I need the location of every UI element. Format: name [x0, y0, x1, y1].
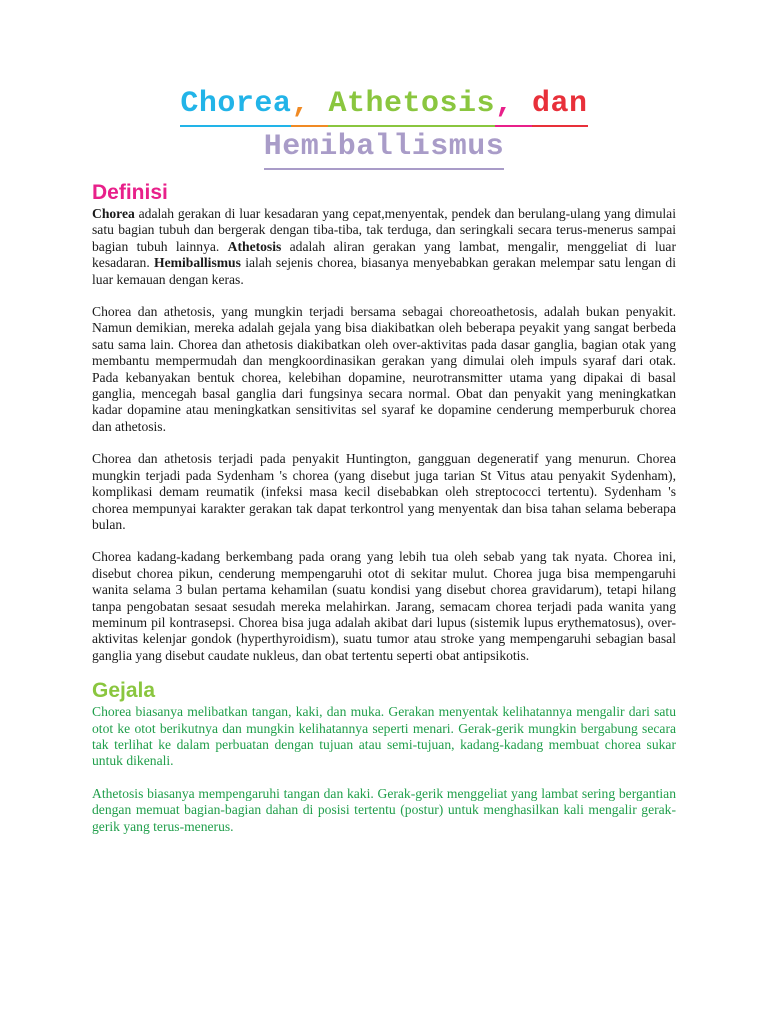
- definisi-paragraph-1: [92, 206, 676, 288]
- definisi-p1-text-3: ialah sejenis chorea, biasanya menyebabkan gerakan melempar satu lengan di luar kemauan dengan keras.: [92, 255, 677, 287]
- document-page: [92, 84, 676, 835]
- definisi-p1-text-1: adalah gerakan di luar kesadaran yang cepat,menyentak, pendek dan berulang-ulang yang dimulai satu bagian tubuh dan bergerak dengan tiba-tiba, tak terduga, dan seringkali secara terus-menerus sampai bagian tubuh lainnya.: [92, 206, 676, 254]
- title-comma-1: ,: [291, 84, 310, 127]
- term-hemiballismus: Hemiballismus: [154, 255, 241, 271]
- definisi-p1-text-2: adalah aliran gerakan yang lambat, mengalir, menggeliat di luar kesadaran.: [92, 238, 676, 271]
- document-title: [92, 84, 676, 170]
- definisi-paragraph-3: Chorea dan athetosis terjadi pada penyakit Huntington, gangguan degeneratif yang menurun. Chorea mungkin terjadi pada Sydenham 's chorea (yang disebut juga tarian St Vitus atau penyakit Sydenham), komplikasi demam reumatik (infeksi masa kecil disebabkan oleh streptococci tertentu). Sydenham 's chorea mempunyai karakter gerakan tak dapat terkontrol yang menyentak dan bisa tahan selama beberapa bulan.: [92, 451, 676, 532]
- gejala-paragraph-1: Chorea biasanya melibatkan tangan, kaki, dan muka. Gerakan menyentak kelihatannya mengalir dari satu otot ke otot berikutnya dan mungkin kelihatannya seperti menari. Gerak-gerik mungkin bergabung secara tak terlihat ke dalam perbuatan dengan tujuan atau semi-tujuan, kadang-kadang membuat chorea sukar untuk dikenali.: [92, 704, 676, 769]
- title-word-dan: dan: [532, 84, 588, 127]
- heading-gejala: Gejala: [92, 679, 156, 703]
- title-comma-2: ,: [495, 84, 514, 127]
- title-word-athetosis: Athetosis: [328, 84, 495, 127]
- gejala-paragraph-2: Athetosis biasanya mempengaruhi tangan dan kaki. Gerak-gerik menggeliat yang lambat sering bergantian dengan memuat bagian-bagian dahan di posisi tertentu (postur) untuk menghasilkan kali mengalir gerak-gerik yang terus-menerus.: [92, 785, 676, 834]
- definisi-paragraph-2: Chorea dan athetosis, yang mungkin terjadi bersama sebagai choreoathetosis, adalah bukan penyakit. Namun demikian, mereka adalah gejala yang bisa diakibatkan oleh beberapa peyakit yang sangat berbeda satu sama lain. Chorea dan athetosis diakibatkan oleh over-aktivitas pada dasar ganglia, bagian otak yang membantu mempermudah dan mengkoordinasikan gerakan yang dimulai oleh impuls syaraf dari otak. Pada kebanyakan bentuk chorea, kelebihan dopamine, neurotransmitter utama yang dipakai di basal ganglia, mencegah basal ganglia dari fungsinya secara normal. Obat dan penyakit yang meningkatkan kadar dopamine atau meningkatkan sensitivitas sel syaraf ke dopamine cenderung memperburuk chorea dan athetosis.: [92, 304, 676, 434]
- title-word-chorea: Chorea: [180, 84, 291, 127]
- title-space-1: [310, 84, 329, 127]
- term-athetosis: Athetosis: [227, 238, 282, 254]
- title-space-2: [514, 84, 533, 127]
- heading-definisi: Definisi: [92, 181, 168, 204]
- title-word-hemiballismus: Hemiballismus: [264, 127, 505, 170]
- definisi-paragraph-4: Chorea kadang-kadang berkembang pada orang yang lebih tua oleh sebab yang tak nyata. Chorea ini, disebut chorea pikun, cenderung mempengaruhi otot di sekitar mulut. Chorea juga bisa mempengaruhi wanita selama 3 bulan pertama kehamilan (suatu kondisi yang disebut chorea gravidarum), tetapi hilang tanpa pengobatan sesaat sesudah mereka melahirkan. Jarang, semacam chorea terjadi pada wanita yang meminum pil kontrasepsi. Chorea bisa juga adalah akibat dari lupus (sistemik lupus erythematosus), over-aktivitas kelenjar gondok (hyperthyroidism), suatu tumor atau stroke yang mempengaruhi sebagian basal ganglia yang disebut caudate nukleus, dan obat tertentu seperti obat antipsikotis.: [92, 549, 676, 663]
- term-chorea: Chorea: [92, 206, 135, 221]
